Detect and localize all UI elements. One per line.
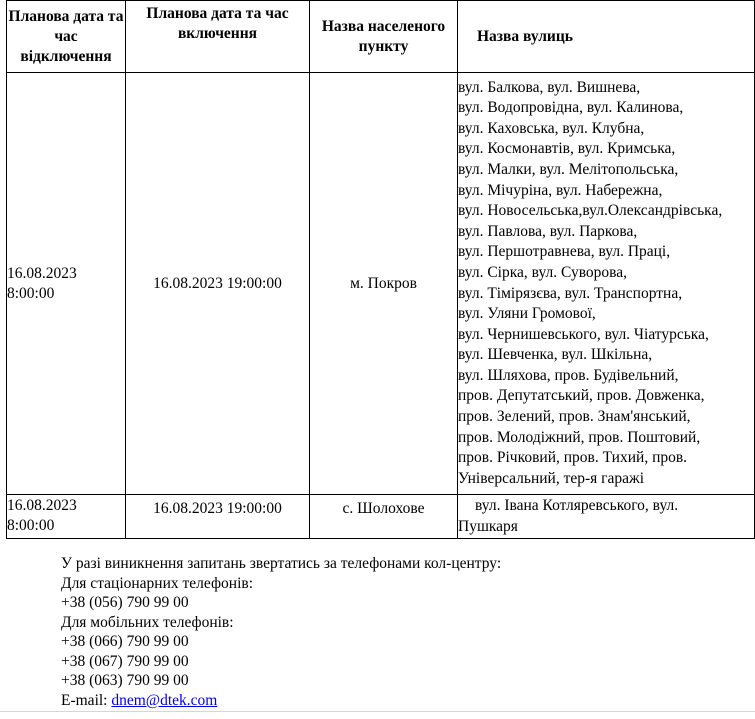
contact-info	[61, 554, 501, 710]
on-datetime-cell: 16.08.2023 19:00:00	[126, 495, 310, 539]
street-line: вул. Малки, вул. Мелітопольська,	[458, 160, 679, 178]
table-row	[7, 495, 755, 539]
landline-phone: +38 (056) 790 99 00	[61, 594, 189, 611]
streets-cell	[458, 73, 755, 495]
street-line: вул. Павлова, вул. Паркова,	[458, 222, 638, 240]
table-row	[7, 73, 755, 495]
street-line: Пушкаря	[458, 517, 518, 535]
street-line: вул. Першотравнева, вул. Праці,	[458, 243, 671, 261]
header-on: Планова дата та час включення	[126, 1, 310, 73]
streets-cell	[458, 495, 755, 539]
off-datetime-cell	[7, 495, 126, 539]
mobile-phone: +38 (066) 790 99 00	[61, 633, 189, 650]
contact-intro: У разі виникнення запитань звертатись за телефонами кол-центру:	[61, 555, 502, 572]
street-line: вул. Балкова, вул. Вишнева,	[458, 78, 641, 96]
street-line: вул. Мічуріна, вул. Набережна,	[458, 181, 663, 199]
street-line: вул. Уляни Громової,	[458, 305, 596, 323]
town-cell: с. Шолохове	[310, 495, 458, 539]
table-header-row	[7, 1, 755, 73]
off-time: 8:00:00	[7, 284, 55, 302]
off-date: 16.08.2023	[7, 264, 77, 282]
header-off: Планова дата та час відключення	[7, 1, 126, 73]
street-line: пров. Депутатський, пров. Довженка,	[458, 387, 705, 405]
street-line: вул. Івана Котляревського, вул.	[475, 497, 679, 514]
header-streets: Назва вулиць	[458, 1, 755, 73]
street-line: вул. Новосельська,вул.Олександрівська,	[458, 202, 723, 220]
street-line: Універсальний, тер-я гаражі	[458, 469, 645, 487]
mobile-phone: +38 (063) 790 99 00	[61, 672, 189, 689]
on-datetime-cell: 16.08.2023 19:00:00	[126, 73, 310, 495]
mobile-phone: +38 (067) 790 99 00	[61, 652, 189, 670]
mobile-label: Для мобільних телефонів:	[61, 613, 234, 631]
town-cell: м. Покров	[310, 73, 458, 495]
street-line: вул. Космонавтів, вул. Кримська,	[458, 140, 676, 158]
street-line: пров. Молодіжний, пров. Поштовий,	[458, 428, 701, 446]
street-line: вул. Шляхова, пров. Будівельний,	[458, 366, 679, 384]
street-line: вул. Чернишевського, вул. Чіатурська,	[458, 325, 709, 343]
email-link[interactable]: dnem@dtek.com	[111, 691, 218, 709]
off-time: 8:00:00	[7, 517, 55, 534]
street-line: вул. Тімірязєва, вул. Транспортна,	[458, 284, 683, 302]
street-line: вул. Шевченка, вул. Шкільна,	[458, 346, 653, 364]
landline-label: Для стаціонарних телефонів:	[61, 574, 254, 592]
email-label: E-mail:	[61, 691, 108, 709]
street-line: вул. Водопровідна, вул. Калинова,	[458, 99, 684, 117]
street-line: вул. Каховська, вул. Клубна,	[458, 119, 645, 137]
street-line: вул. Сірка, вул. Суворова,	[458, 263, 628, 281]
off-date: 16.08.2023	[7, 497, 77, 514]
off-datetime-cell	[7, 73, 126, 495]
page-bottom-divider	[0, 711, 755, 712]
email-line	[61, 691, 501, 711]
outage-schedule-table	[6, 0, 755, 539]
header-town: Назва населеного пункту	[310, 1, 458, 73]
street-line: пров. Зелений, пров. Знам'янський,	[458, 408, 691, 426]
street-line: пров. Річковий, пров. Тихий, пров.	[458, 449, 688, 467]
